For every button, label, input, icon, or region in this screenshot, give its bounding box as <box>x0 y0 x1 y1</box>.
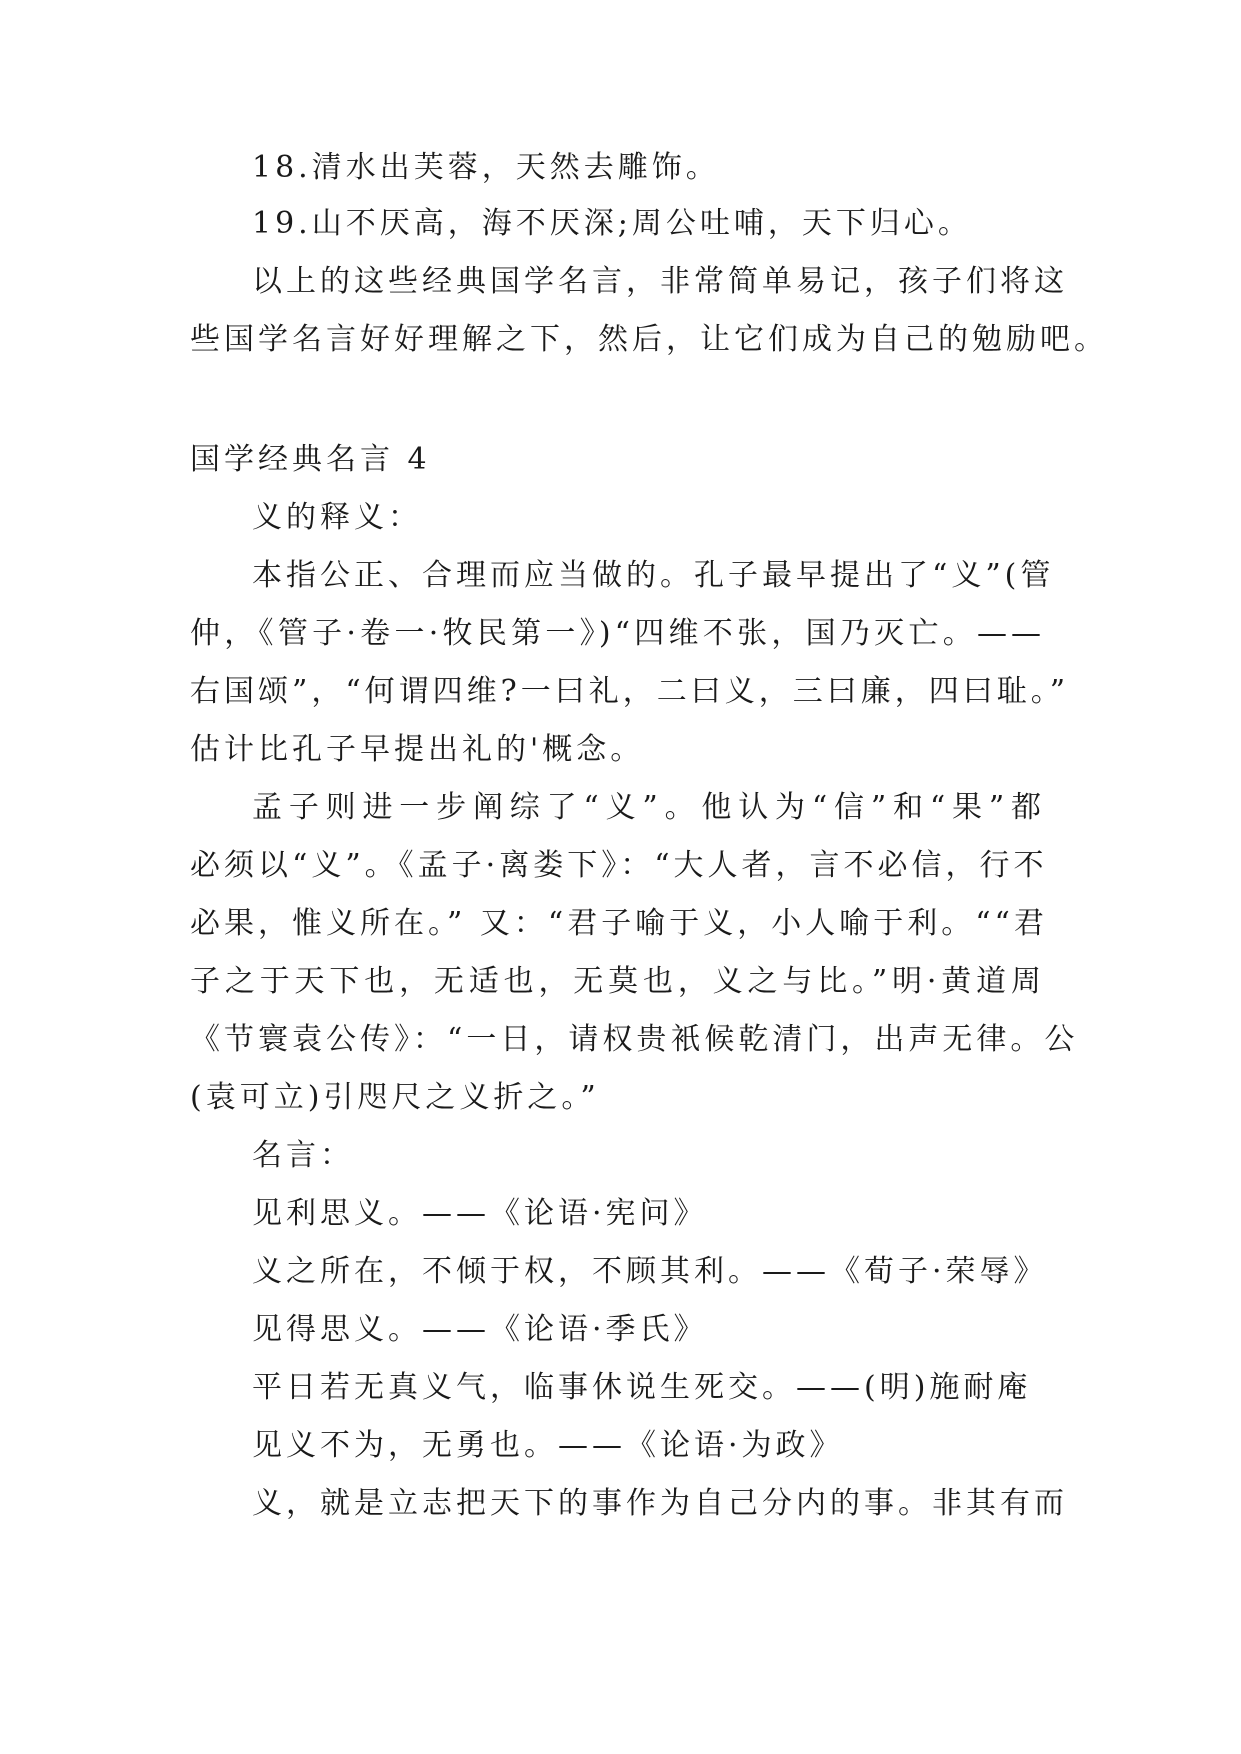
text-line: 右国颂”，“何谓四维?一曰礼，二曰义，三曰廉，四曰耻。” <box>190 674 1070 709</box>
quote-line: 见利思义。——《论语·宪问》 <box>252 1196 708 1231</box>
text-line: 名言： <box>252 1138 354 1173</box>
text-line: 《节寰袁公传》：“一日，请权贵衹候乾清门，出声无律。公 <box>190 1022 1079 1057</box>
quote-line: 见义不为，无勇也。——《论语·为政》 <box>252 1428 844 1463</box>
text-line: 义的释义： <box>252 500 422 535</box>
text-line: 孟子则进一步阐综了“义”。他认为“信”和“果”都 <box>252 790 1045 825</box>
text-line: 些国学名言好好理解之下，然后，让它们成为自己的勉励吧。 <box>190 322 1108 357</box>
text-line: 必果，惟义所在。” 又：“君子喻于义，小人喻于利。““君 <box>190 906 1048 941</box>
text-line: (袁可立)引咫尺之义折之。” <box>190 1080 600 1115</box>
section-heading: 国学经典名言 4 <box>190 442 431 477</box>
text-line: 估计比孔子早提出礼的'概念。 <box>190 732 645 767</box>
text-line: 18.清水出芙蓉，天然去雕饰。 <box>252 150 720 185</box>
quote-line: 见得思义。——《论语·季氏》 <box>252 1312 708 1347</box>
text-line: 必须以“义”。《孟子·离娄下》：“大人者，言不必信，行不 <box>190 848 1048 883</box>
text-line: 本指公正、合理而应当做的。孔子最早提出了“义”(管 <box>252 558 1055 593</box>
text-line: 仲，《管子·卷一·牧民第一》)“四维不张，国乃灭亡。—— <box>190 616 1045 651</box>
quote-line: 平日若无真义气，临事休说生死交。——(明)施耐庵 <box>252 1370 1032 1405</box>
text-line: 子之于天下也，无适也，无莫也，义之与比。”明·黄道周 <box>190 964 1045 999</box>
quote-line: 义之所在，不倾于权，不顾其利。——《荀子·荣辱》 <box>252 1254 1048 1289</box>
text-line: 以上的这些经典国学名言，非常简单易记，孩子们将这 <box>252 264 1068 299</box>
text-line: 义，就是立志把天下的事作为自己分内的事。非其有而 <box>252 1486 1068 1521</box>
text-line: 19.山不厌高，海不厌深;周公吐哺，天下归心。 <box>252 206 972 241</box>
